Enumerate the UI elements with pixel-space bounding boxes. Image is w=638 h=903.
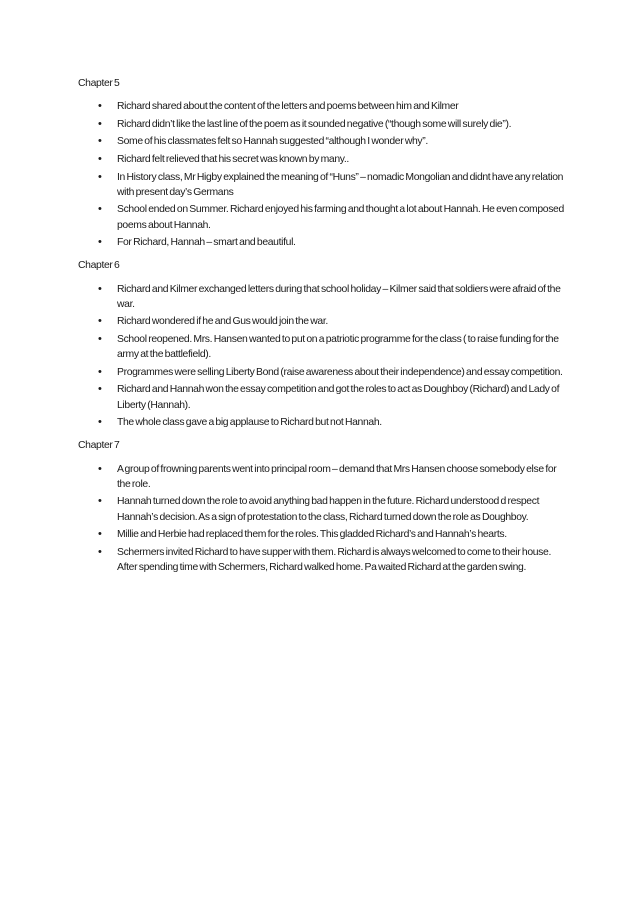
list-item: • Programmes were selling Liberty Bond (raise awareness about their independence) and essay competition. [78, 365, 568, 380]
bullet-list [78, 99, 568, 250]
list-item: • School reopened. Mrs. Hansen wanted to put on a patriotic programme for the class ( to raise funding for the army at the battlefield). [78, 332, 568, 362]
list-item: • Millie and Herbie had replaced them for the roles. This gladded Richard’s and Hannah’s hearts. [78, 527, 568, 542]
list-item: • A group of frowning parents went into principal room – demand that Mrs Hansen choose somebody else for the role. [78, 462, 568, 492]
bullet-list [78, 282, 568, 431]
chapter-5-section [78, 76, 568, 250]
list-item: • Richard shared about the content of the letters and poems between him and Kilmer [78, 99, 568, 114]
list-item: • Schermers invited Richard to have supper with them. Richard is always welcomed to come to their house. After spending time with Schermers, Richard walked home. Pa waited Richard at the garden swing. [78, 545, 568, 575]
list-item: • Richard wondered if he and Gus would join the war. [78, 314, 568, 329]
list-item: • Richard didn’t like the last line of the poem as it sounded negative (“though some will surely die”). [78, 117, 568, 132]
bullet-list [78, 462, 568, 576]
document-content [78, 76, 568, 583]
list-item: • The whole class gave a big applause to Richard but not Hannah. [78, 415, 568, 430]
chapter-heading: Chapter 7 [78, 440, 120, 452]
chapter-6-section [78, 258, 568, 430]
list-item: • Hannah turned down the role to avoid anything bad happen in the future. Richard understood d respect Hannah’s decision. As a sign of protestation to the class, Richard turned down the role as Doughboy. [78, 494, 568, 524]
list-item: • Richard felt relieved that his secret was known by many.. [78, 152, 568, 167]
chapter-heading: Chapter 6 [78, 260, 120, 272]
list-item: • Some of his classmates felt so Hannah suggested “although I wonder why”. [78, 134, 568, 149]
list-item: • For Richard, Hannah – smart and beautiful. [78, 235, 568, 250]
list-item: • School ended on Summer. Richard enjoyed his farming and thought a lot about Hannah. He even composed poems about Hannah. [78, 202, 568, 232]
list-item: • In History class, Mr Higby explained the meaning of “Huns” – nomadic Mongolian and didnt have any relation with present day’s Germans [78, 170, 568, 200]
chapter-7-section [78, 438, 568, 575]
list-item: • Richard and Hannah won the essay competition and got the roles to act as Doughboy (Richard) and Lady of Liberty (Hannah). [78, 382, 568, 412]
chapter-heading: Chapter 5 [78, 78, 120, 89]
list-item: • Richard and Kilmer exchanged letters during that school holiday – Kilmer said that soldiers were afraid of the war. [78, 282, 568, 312]
